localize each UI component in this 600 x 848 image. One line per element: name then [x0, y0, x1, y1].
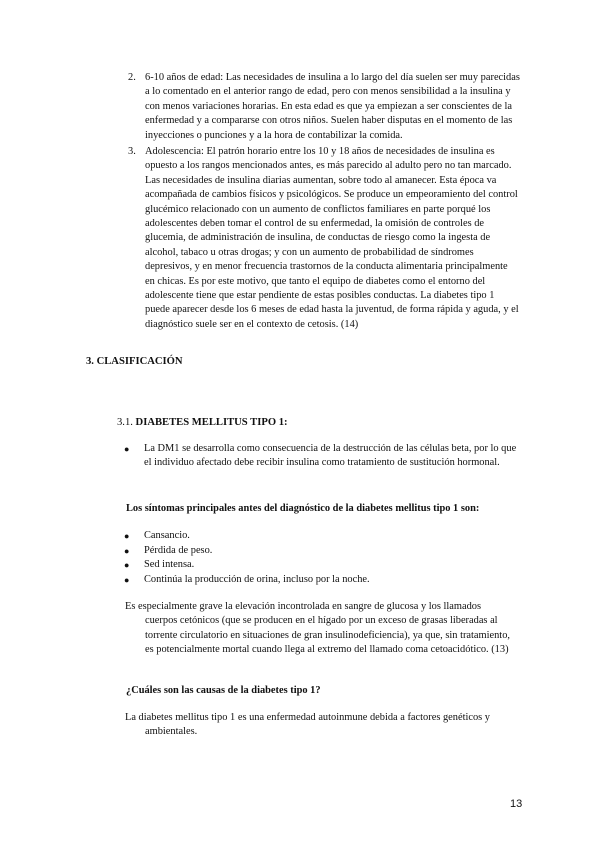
- symptom-item: [124, 558, 519, 572]
- symptoms-heading: Los síntomas principales antes del diagnóstico de la diabetes mellitus tipo 1 son:: [126, 503, 480, 514]
- bullet-icon: ●: [124, 444, 130, 454]
- list-item-text: Adolescencia: El patrón horario entre los 10 y 18 años de necesidades de insulina es opuesto a los rangos mencionados antes, es más parecido al adulto pero no tan marcado. Las necesidades de insulina diarias aumentan, sobre todo al amanecer. Esta época va acompañada de cambios físicos y psicológicos. Se produce un empeoramiento del control glucémico relacionado con un aumento de conflictos familiares en parte porqué los adolescentes deben tomar el control de su enfermedad, la omisión de controles de glucemia, de administración de insulina, de conductas de riesgo como la ingesta de alcohol, tabaco u otras drogas; y con un aumento de probabilidad de síndromes depresivos, y en menor frecuencia trastornos de la conducta alimentaria principalmente en chicas. Es por este motivo, que tanto el equipo de diabetes como el entorno del adolescente tiene que estar pendiente de estas posibles conductas. La diabetes tipo 1 puede aparecer desde los 6 meses de edad hasta la juventud, de forma rápida y aguda, y el diagnóstico suele ser en el contexto de cetosis. (14): [145, 146, 519, 330]
- list-number: 3.: [128, 146, 136, 157]
- symptom-item: [124, 544, 519, 558]
- causes-paragraph: [125, 711, 520, 740]
- bullet-icon: ●: [124, 546, 130, 556]
- ketosis-paragraph: [125, 600, 520, 658]
- subsection-number: 3.1.: [117, 417, 133, 428]
- bullet-text: La DM1 se desarrolla como consecuencia de la destrucción de las células beta, por lo que el individuo afectado debe recibir insulina como tratamiento de sustitución hormonal.: [144, 443, 517, 469]
- symptom-text: Continúa la producción de orina, incluso por la noche.: [144, 574, 370, 585]
- paragraph-first-line: La diabetes mellitus tipo 1 es una enfermedad autoinmune debida a factores genéticos y: [125, 712, 490, 723]
- section-heading: 3. CLASIFICACIÓN: [86, 356, 183, 367]
- bullet-icon: ●: [124, 531, 130, 541]
- page-number: 13: [510, 798, 523, 810]
- symptom-text: Pérdida de peso.: [144, 545, 213, 556]
- list-item-text: 6-10 años de edad: Las necesidades de insulina a lo largo del día suelen ser muy parecidas a lo comentado en el anterior rango de edad, pero con menos sensibilidad a la insulina y con menos variaciones horarias. En esta edad es que ya empiezan a ser conscientes de la enfermedad y a compararse con otros niños. Suelen haber disputas en el momento de las inyecciones o punciones y a la hora de contabilizar la comida.: [145, 72, 520, 141]
- list-number: 2.: [128, 72, 136, 83]
- symptom-text: Cansancio.: [144, 530, 190, 541]
- paragraph-continuation: cuerpos cetónicos (que se producen en el hígado por un exceso de grasas liberadas al torrente circulatorio en situaciones de gran insulinodeficiencia), ya que, sin tratamiento, es potencialmente mortal cuando llega al extremo del llamado coma cetoacidótico. (13): [145, 615, 510, 656]
- bullet-icon: ●: [124, 575, 130, 585]
- subsection-heading: [117, 416, 288, 430]
- symptom-text: Sed intensa.: [144, 559, 195, 570]
- bullet-icon: ●: [124, 560, 130, 570]
- dm1-bullet: [124, 442, 519, 471]
- causes-heading: ¿Cuáles son las causas de la diabetes tipo 1?: [126, 685, 321, 696]
- symptom-item: [124, 573, 519, 587]
- list-item-3: [128, 145, 520, 332]
- symptom-item: [124, 529, 519, 543]
- paragraph-continuation: ambientales.: [145, 726, 198, 738]
- list-item-2: [128, 71, 520, 143]
- subsection-title: DIABETES MELLITUS TIPO 1:: [135, 417, 288, 428]
- paragraph-first-line: Es especialmente grave la elevación incontrolada en sangre de glucosa y los llamados: [125, 601, 482, 612]
